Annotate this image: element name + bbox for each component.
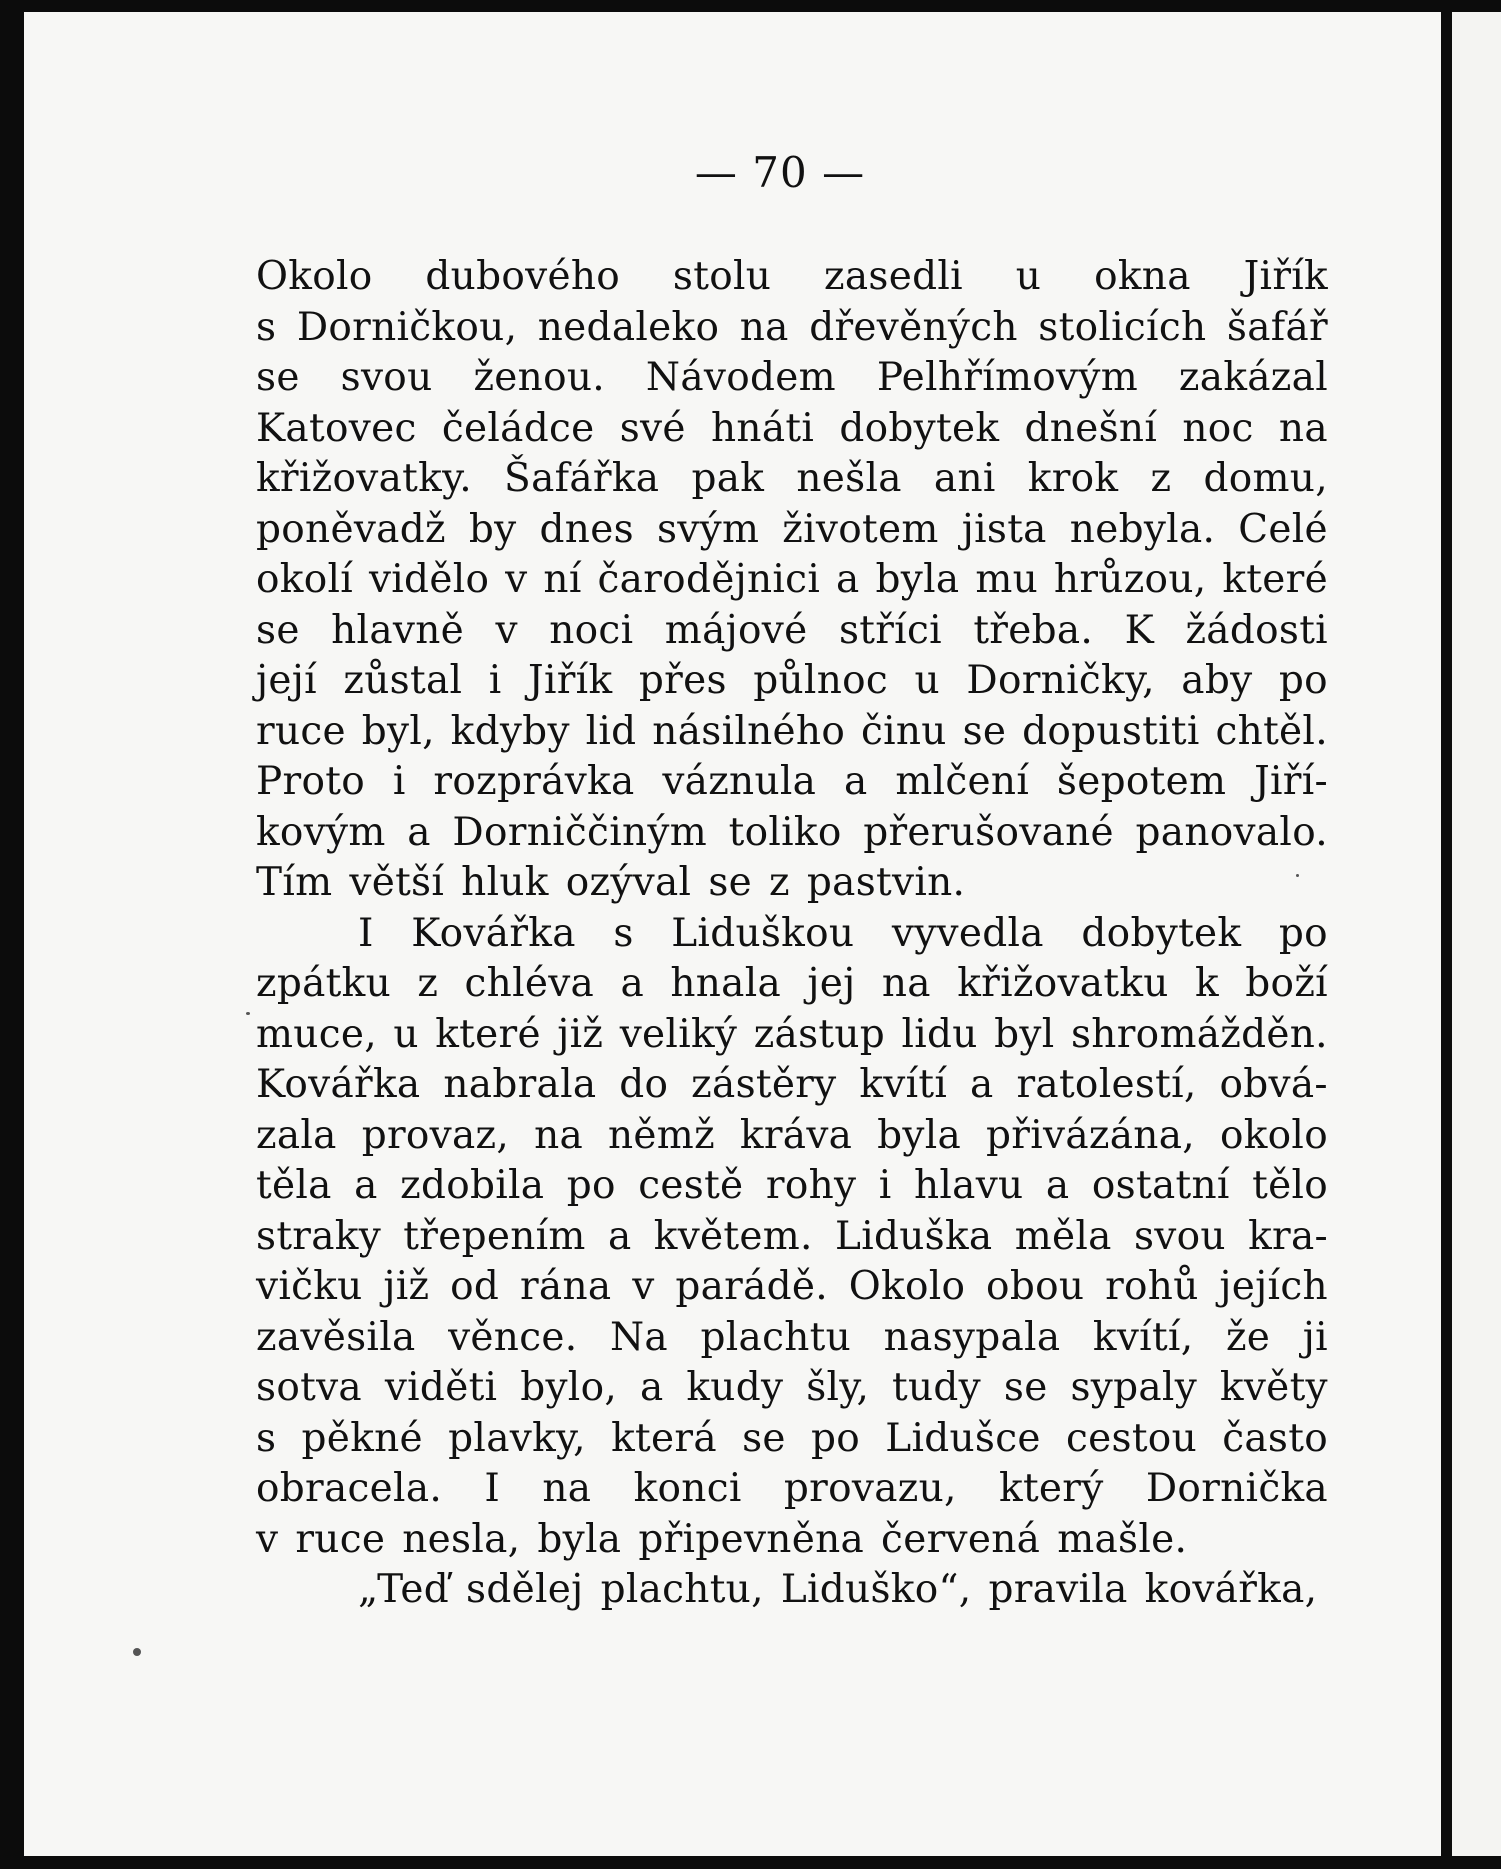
word: která — [611, 1415, 717, 1461]
word: sotva — [256, 1365, 362, 1410]
word: plachtu, — [600, 1567, 764, 1612]
word: nasypala — [883, 1314, 1061, 1360]
word: němž — [608, 1112, 715, 1158]
word: žádosti — [1185, 607, 1328, 653]
word: ratolestí, — [1016, 1062, 1197, 1107]
word: a — [1045, 1163, 1070, 1208]
word: již — [383, 1264, 430, 1309]
word: po — [1278, 910, 1328, 956]
word: cestou — [1066, 1415, 1198, 1461]
word: v — [632, 1264, 655, 1309]
word: mašle. — [1057, 1516, 1188, 1562]
word: i — [392, 759, 406, 804]
word: kráva — [739, 1112, 853, 1158]
word: ženou. — [473, 355, 605, 400]
word: kdyby — [450, 708, 570, 754]
word: vyvedla — [891, 910, 1044, 956]
word: Okolo — [256, 254, 373, 299]
word: májové — [664, 607, 808, 653]
word: třeba. — [973, 607, 1094, 653]
word: zástěry — [691, 1062, 837, 1107]
word: K — [1124, 607, 1154, 653]
word: nesla, — [402, 1516, 521, 1562]
word: Dorničky, — [966, 658, 1155, 703]
word: často — [1222, 1415, 1328, 1461]
text-line — [256, 909, 1328, 960]
word: nedaleko — [537, 304, 720, 350]
word: pravila — [988, 1567, 1128, 1612]
word: zavěsila — [256, 1314, 416, 1360]
text-line — [256, 757, 1328, 808]
paper-speck — [1296, 874, 1299, 877]
word: noci — [549, 607, 634, 653]
word: již — [557, 1011, 604, 1057]
word: se — [708, 860, 753, 905]
word: z — [1150, 456, 1172, 501]
word: šafář — [1226, 304, 1328, 350]
word: své — [619, 405, 686, 451]
word: konci — [633, 1466, 742, 1511]
word: „Teď — [358, 1567, 450, 1612]
text-line — [256, 707, 1328, 758]
text-line — [256, 1515, 1328, 1566]
word: byla — [875, 557, 960, 602]
word: v — [495, 607, 518, 653]
word: Dornička — [1145, 1466, 1328, 1511]
word: křižovatky. — [256, 456, 472, 501]
word: byl — [994, 1011, 1055, 1057]
word: šly, — [806, 1365, 870, 1410]
paragraph — [256, 909, 1328, 1566]
text-line — [256, 252, 1328, 303]
word: na — [1278, 405, 1328, 451]
word: třepením — [403, 1213, 586, 1259]
word: sdělej — [466, 1567, 584, 1612]
word: přes — [638, 658, 727, 703]
text-line — [256, 1565, 1328, 1616]
word: zpátku — [256, 961, 391, 1006]
word: tudy — [892, 1365, 982, 1410]
text-line — [256, 505, 1328, 556]
word: obou — [986, 1264, 1085, 1309]
word: parádě. — [675, 1264, 828, 1309]
word: Proto — [256, 759, 366, 804]
text-line — [256, 303, 1328, 354]
word: chléva — [464, 961, 595, 1006]
word: okolo — [1219, 1112, 1328, 1158]
word: nabrala — [443, 1062, 597, 1107]
word: a — [354, 1163, 378, 1208]
word: dřevěných — [809, 304, 1018, 350]
word: květem. — [653, 1213, 813, 1259]
word: plachtu — [700, 1314, 852, 1360]
word: byla — [537, 1516, 622, 1562]
word: a — [639, 1365, 664, 1410]
word: rohy — [765, 1163, 857, 1208]
word: boží — [1245, 961, 1328, 1006]
word: ji — [1302, 1314, 1328, 1360]
word: Liduškou — [671, 910, 855, 956]
word: pěkné — [301, 1415, 423, 1461]
word: k — [1195, 961, 1219, 1006]
word: Dorniččiným — [452, 809, 707, 855]
word: pastvin. — [806, 860, 966, 905]
text-line — [256, 1111, 1328, 1162]
word: jista — [961, 506, 1047, 552]
word: se — [256, 607, 300, 653]
word: těla — [256, 1163, 332, 1208]
word: věnce. — [448, 1314, 578, 1360]
paragraph — [256, 252, 1328, 909]
word: ozýval — [565, 860, 692, 905]
word: se — [256, 355, 300, 400]
word: vidělo — [368, 557, 490, 602]
word: panovalo. — [1135, 809, 1328, 855]
word: rána — [519, 1264, 612, 1309]
word: Lidušce — [885, 1415, 1041, 1461]
paper-speck — [246, 1012, 250, 1015]
word: dubového — [425, 254, 621, 299]
word: aby — [1181, 658, 1253, 703]
word: ani — [933, 456, 996, 501]
word: zasedli — [824, 254, 963, 299]
word: Tím — [256, 860, 333, 905]
word: kovým — [256, 809, 386, 855]
word: do — [619, 1062, 669, 1107]
word: provaz, — [361, 1112, 510, 1158]
word: její — [256, 658, 317, 703]
facing-page-edge — [1452, 12, 1501, 1856]
word: mu — [975, 557, 1039, 602]
word: stolicích — [1038, 304, 1207, 350]
word: Liduška — [835, 1213, 993, 1259]
word: šepotem — [1056, 759, 1227, 804]
word: muce, — [256, 1011, 377, 1057]
word: Katovec — [256, 405, 417, 451]
word: ruce — [256, 708, 346, 754]
word: hnáti — [710, 405, 815, 451]
word: by — [468, 506, 517, 552]
word: životem — [782, 506, 939, 552]
text-line — [256, 454, 1328, 505]
body-text — [256, 252, 1328, 1616]
word: straky — [256, 1213, 382, 1259]
word: s — [613, 910, 634, 956]
word: květy — [1219, 1365, 1328, 1410]
word: kovářka, — [1144, 1567, 1318, 1612]
word: domu, — [1203, 456, 1328, 501]
text-line — [256, 1161, 1328, 1212]
word: dnešní — [1024, 405, 1158, 451]
text-line — [256, 353, 1328, 404]
word: cestě — [638, 1163, 744, 1208]
word: nebyla. — [1069, 506, 1216, 552]
word: z — [769, 860, 790, 905]
word: a — [620, 961, 645, 1006]
word: zástup — [753, 1011, 886, 1057]
word: dnes — [539, 506, 634, 552]
text-line — [256, 404, 1328, 455]
word: zdobila — [400, 1163, 545, 1208]
word: lidu — [901, 1011, 978, 1057]
text-line — [256, 808, 1328, 859]
word: viděti — [384, 1365, 498, 1410]
text-line — [256, 656, 1328, 707]
page-number: — 70 — — [694, 148, 866, 197]
word: červená — [881, 1516, 1041, 1562]
word: veliký — [619, 1011, 738, 1057]
word: provazu, — [783, 1466, 957, 1511]
word: Okolo — [848, 1264, 966, 1309]
word: stolu — [672, 254, 772, 299]
word: lid — [585, 708, 637, 754]
word: čarodějnici — [597, 557, 821, 602]
word: nešla — [796, 456, 902, 501]
word: které — [435, 1011, 541, 1057]
word: od — [450, 1264, 500, 1309]
paragraph — [256, 1565, 1328, 1616]
word: přivázána, — [986, 1112, 1195, 1158]
text-line — [256, 1010, 1328, 1061]
word: po — [1278, 658, 1328, 703]
word: po — [811, 1415, 861, 1461]
word: obvá- — [1219, 1062, 1328, 1107]
word: I — [358, 910, 374, 956]
word: přerušované — [863, 809, 1114, 855]
word: mlčení — [895, 759, 1030, 804]
word: Jiřík — [528, 658, 613, 703]
word: a — [836, 557, 860, 602]
word: které — [1222, 557, 1328, 602]
text-line — [256, 1363, 1328, 1414]
text-line — [256, 1313, 1328, 1364]
word: z — [417, 961, 439, 1006]
word: po — [566, 1163, 616, 1208]
word: rohů — [1105, 1264, 1199, 1309]
word: krok — [1027, 456, 1119, 501]
text-line — [256, 555, 1328, 606]
word: i — [878, 1163, 892, 1208]
word: rozprávka — [433, 759, 635, 804]
word: sypaly — [1070, 1365, 1198, 1410]
word: násilného — [652, 708, 846, 754]
word: hluk — [461, 860, 549, 905]
word: ostatní — [1091, 1163, 1230, 1208]
word: měla — [1014, 1213, 1112, 1259]
word: kvítí — [859, 1062, 948, 1107]
word: ruce — [295, 1516, 386, 1562]
word: i — [488, 658, 502, 703]
word: a — [970, 1062, 994, 1107]
word: svým — [656, 506, 760, 552]
word: hnala — [670, 961, 782, 1006]
word: zala — [256, 1112, 337, 1158]
word: okolí — [256, 557, 354, 602]
word: hlavně — [331, 607, 465, 653]
word: činu — [860, 708, 947, 754]
word: noc — [1182, 405, 1254, 451]
word: Kovářka — [256, 1062, 421, 1107]
word: Kovářka — [411, 910, 576, 956]
word: čeládce — [441, 405, 595, 451]
word: křižovatku — [957, 961, 1169, 1006]
word: se — [742, 1415, 786, 1461]
word: že — [1225, 1314, 1271, 1360]
word: stříci — [838, 607, 942, 653]
word: pak — [691, 456, 765, 501]
word: Šafářka — [504, 456, 660, 501]
word: shromážděn. — [1070, 1011, 1328, 1057]
word: vičku — [256, 1264, 363, 1309]
word: chtěl. — [1215, 708, 1328, 754]
word: dopustiti — [1022, 708, 1200, 754]
word: poněvadž — [256, 506, 446, 552]
word: u — [1015, 254, 1042, 299]
text-line — [256, 1414, 1328, 1465]
word: v — [256, 1516, 279, 1562]
word: Pelhřímovým — [876, 355, 1138, 400]
word: Liduško“, — [780, 1567, 972, 1612]
word: na — [881, 961, 931, 1006]
word: bylo, — [520, 1365, 618, 1410]
word: váznula — [662, 759, 817, 804]
word: na — [542, 1466, 592, 1511]
word: Jiří- — [1254, 759, 1328, 804]
word: a — [844, 759, 868, 804]
text-line — [256, 1464, 1328, 1515]
word: tělo — [1252, 1163, 1328, 1208]
word: připevněna — [638, 1516, 865, 1562]
word: u — [914, 658, 940, 703]
text-line — [256, 1262, 1328, 1313]
text-line — [256, 606, 1328, 657]
word: dobytek — [1081, 910, 1242, 956]
word: okna — [1094, 254, 1191, 299]
word: byl, — [361, 708, 435, 754]
word: se — [962, 708, 1007, 754]
word: hlavu — [913, 1163, 1024, 1208]
word: na — [534, 1112, 584, 1158]
word: se — [1003, 1365, 1048, 1410]
word: zůstal — [343, 658, 463, 703]
word: větší — [349, 860, 445, 905]
word: Jiřík — [1243, 254, 1328, 299]
word: který — [999, 1466, 1104, 1511]
text-line — [256, 959, 1328, 1010]
word: I — [484, 1466, 501, 1511]
word: kra- — [1248, 1213, 1328, 1259]
word: svou — [340, 355, 433, 400]
word: s — [256, 1415, 277, 1461]
word: s — [256, 304, 277, 350]
word: hrůzou, — [1053, 557, 1207, 602]
word: Celé — [1238, 506, 1328, 552]
text-line — [256, 858, 1328, 909]
word: plavky, — [448, 1415, 586, 1461]
word: kvítí, — [1092, 1314, 1194, 1360]
paper-speck — [133, 1648, 141, 1656]
word: Návodem — [645, 355, 836, 400]
word: ní — [543, 557, 582, 602]
word: na — [739, 304, 789, 350]
word: svou — [1133, 1213, 1226, 1259]
word: jejích — [1219, 1264, 1328, 1309]
word: jej — [807, 961, 856, 1006]
word: toliko — [728, 809, 842, 855]
word: a — [407, 809, 431, 855]
word: Na — [609, 1314, 668, 1360]
word: obracela. — [256, 1466, 443, 1511]
word: v — [505, 557, 528, 602]
word: byla — [877, 1112, 962, 1158]
word: kudy — [686, 1365, 784, 1410]
word: zakázal — [1178, 355, 1328, 400]
word: u — [393, 1011, 419, 1057]
word: a — [607, 1213, 632, 1259]
text-line — [256, 1212, 1328, 1263]
word: dobytek — [839, 405, 1000, 451]
word: Dorničkou, — [296, 304, 518, 350]
text-line — [256, 1060, 1328, 1111]
word: půlnoc — [753, 658, 889, 703]
